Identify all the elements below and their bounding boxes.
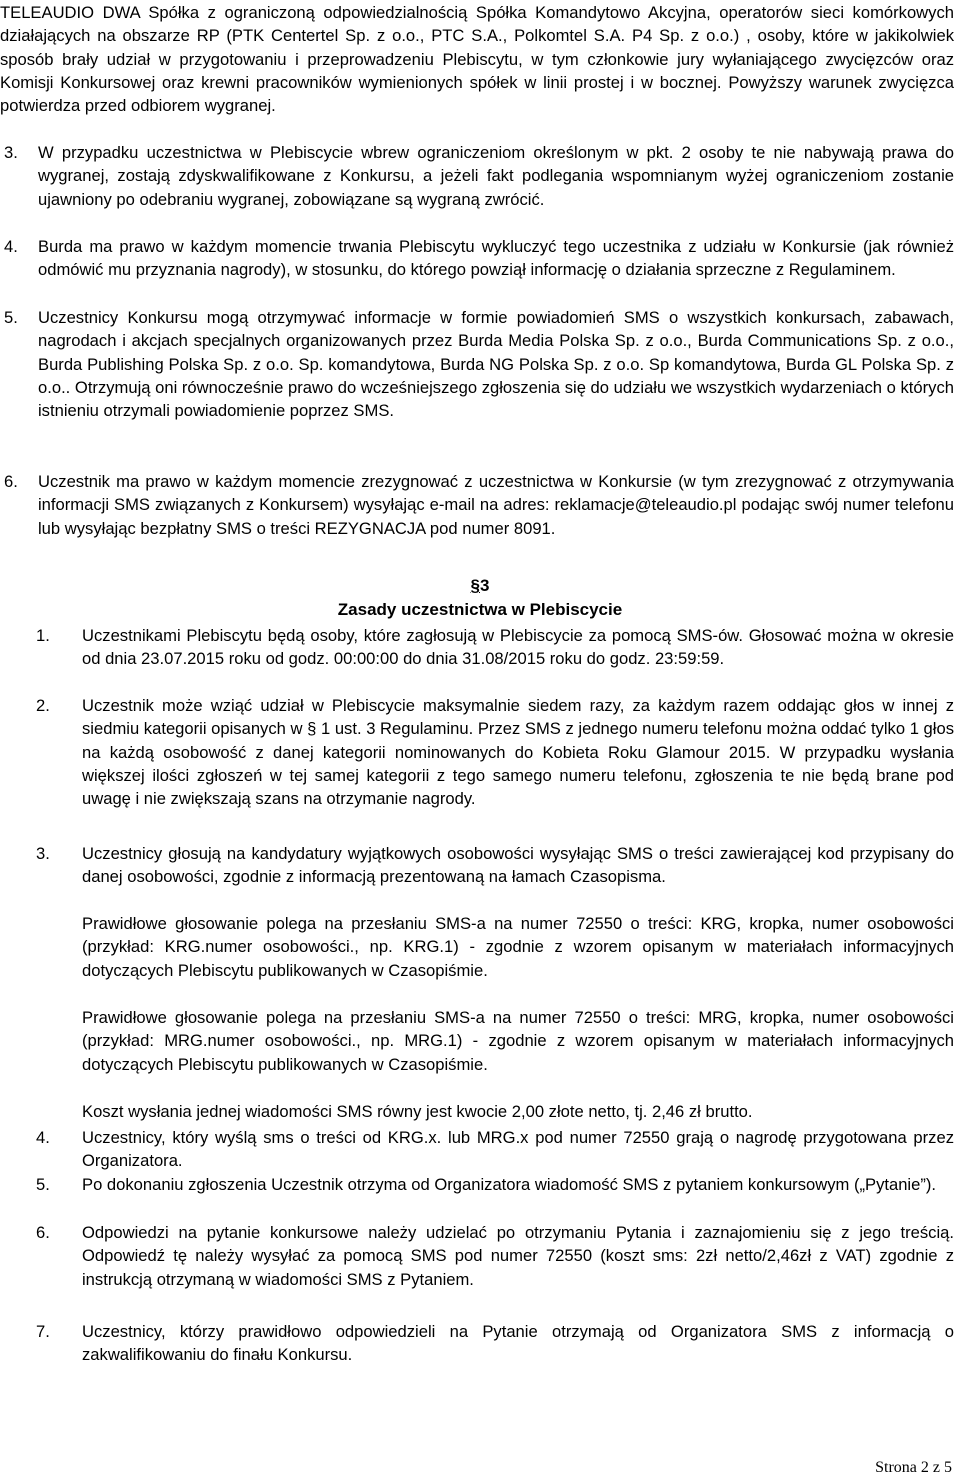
paragraph: Koszt wysłania jednej wiadomości SMS równy jest kwocie 2,00 złote netto, tj. 2,46 zł brutto. [82, 1102, 753, 1121]
item-text: Uczestnikami Plebiscytu będą osoby, które zagłosują w Plebiscycie za pomocą SMS-ów. Głosować można w okresie od dnia 23.07.2015 roku od godz. 00:00:00 do dnia 31.08/2015 roku do godz. 23:59:59. [82, 626, 954, 669]
list-item [0, 694, 954, 810]
item-text: Uczestnicy Konkursu mogą otrzymywać informacje w formie powiadomień SMS o wszystkich konkursach, zabawach, nagrodach i akcjach specjalnych organizowanych przez Burda Media Polska Sp. z o.o., Burda Communications Sp. z o.o., Burda Publishing Polska Sp. z o.o. Sp. komandytowa, Burda NG Polska Sp. z o.o. Sp komandytowa, Burda GL Polska Sp. z o.o.. Otrzymują oni równocześnie prawo do wcześniejszego zgłoszenia się do udziału we wszystkich wydarzeniach o których istnieniu otrzymali powiadomienie poprzez SMS. [38, 308, 954, 421]
item-text: Uczestnik może wziąć udział w Plebiscycie maksymalnie siedem razy, za każdym razem oddając głos w innej z siedmiu kategorii opisanych w § 1 ust. 3 Regulaminu. Przez SMS z jednego numeru telefonu można oddać tylko 1 głos na każdą osobowość z danej kategorii nominowanych do Kobieta Roku Glamour 2015. W przypadku wysłania większej ilości zgłoszeń w tej samej kategorii z tego samego numeru telefonu, zgłoszenia te nie będą brane pod uwagę i nie zwiększają szans na otrzymanie nagrody. [82, 696, 954, 809]
list-item [0, 842, 954, 889]
list-item [0, 141, 954, 211]
item-text: Po dokonaniu zgłoszenia Uczestnik otrzyma od Organizatora wiadomość SMS z pytaniem konkursowym („Pytanie”). [82, 1175, 937, 1194]
item-number: 2. [36, 696, 50, 715]
item-number: 5. [36, 1175, 50, 1194]
item-number: 5. [4, 308, 18, 327]
list-item [0, 235, 954, 282]
item-text: Uczestnicy, którzy prawidłowo odpowiedzieli na Pytanie otrzymają od Organizatora SMS z informacją o zakwalifikowaniu do finału Konkursu. [82, 1322, 954, 1365]
list-item [0, 306, 954, 422]
item-text: Uczestnicy, który wyślą sms o treści od KRG.x. lub MRG.x pod numer 72550 grają o nagrodę przygotowana przez Organizatora. [82, 1128, 954, 1171]
section-title: Zasady uczestnictwa w Plebiscycie [337, 600, 623, 619]
list-item [0, 1126, 954, 1173]
item-number: 3. [36, 844, 50, 863]
page-number: Strona 2 z 5 [875, 1459, 952, 1476]
list-item [0, 1320, 954, 1367]
list-item [0, 1173, 954, 1196]
list-item [0, 624, 954, 671]
section-heading [0, 574, 960, 622]
section-symbol: § [470, 576, 480, 595]
item-text: W przypadku uczestnictwa w Plebiscycie wbrew ograniczeniom określonym w pkt. 2 osoby te nie nabywają prawa do wygranej, zostają zdyskwalifikowane z Konkursu, a jeżeli fakt podlegania wspomnianym wyżej ograniczeniom zostanie ujawniony po odebraniu wygranej, zobowiązane są wygraną zwrócić. [38, 143, 954, 209]
paragraph: Prawidłowe głosowanie polega na przesłaniu SMS-a na numer 72550 o treści: KRG, kropka, numer osobowości (przykład: KRG.numer osobowości., np. KRG.1) - zgodnie z wzorem opisanym w materiałach informacyjnych dotyczących Plebiscytu publikowanych w Czasopiśmie. [82, 914, 954, 980]
item-number: 4. [4, 237, 18, 256]
paragraph: Prawidłowe głosowanie polega na przesłaniu SMS-a na numer 72550 o treści: MRG, kropka, numer osobowości (przykład: MRG.numer osobowości., np. MRG.1) - zgodnie z wzorem opisanym w materiałach informacyjnych dotyczących Plebiscytu publikowanych w Czasopiśmie. [82, 1008, 954, 1074]
item-number: 1. [36, 626, 50, 645]
item-number: 7. [36, 1322, 50, 1341]
item-number: 6. [4, 472, 18, 491]
item-text: Burda ma prawo w każdym momencie trwania Plebiscytu wykluczyć tego uczestnika z udziału w Konkursie (jak również odmówić mu przyznania nagrody), w stosunku, do którego powziął informację o działania sprzeczne z Regulaminem. [38, 237, 954, 280]
section-number: 3 [480, 576, 490, 595]
item-number: 6. [36, 1223, 50, 1242]
intro-paragraph [0, 1, 954, 117]
item-number: 3. [4, 143, 18, 162]
item-text: Uczestnik ma prawo w każdym momencie zrezygnować z uczestnictwa w Konkursie (w tym zrezygnować z otrzymywania informacji SMS związanych z Konkursem) wysyłając e-mail na adres: reklamacje@teleaudio.pl podając swój numer telefonu lub wysyłając bezpłatny SMS o treści REZYGNACJA pod numer 8091. [38, 472, 954, 538]
list-item [0, 1221, 954, 1291]
list-item [0, 470, 954, 540]
item-text: Odpowiedzi na pytanie konkursowe należy udzielać po otrzymaniu Pytania i zaznajomieniu się z jego treścią. Odpowiedź tę należy wysyłać za pomocą SMS pod numer 72550 (koszt sms: 2zł netto/2,46zł z VAT) zgodnie z instrukcją otrzymaną w wiadomości SMS z Pytaniem. [82, 1223, 954, 1289]
intro-text: TELEAUDIO DWA Spółka z ograniczoną odpowiedzialnością Spółka Komandytowo Akcyjna, operatorów sieci komórkowych działających na obszarze RP (PTK Centertel Sp. z o.o., PTC S.A., Polkomtel S.A. P4 Sp. z o.o.) , osoby, które w jakikolwiek sposób brały udział w przygotowaniu i przeprowadzeniu Plebiscytu, w tym członkowie jury wyłaniającego zwycięzców oraz Komisji Konkursowej oraz krewni pracowników wymienionych spółek w linii prostej i w bocznej. Powyższy warunek zwycięzca potwierdza przed odbiorem wygranej. [0, 3, 954, 116]
item-number: 4. [36, 1128, 50, 1147]
item-text: Uczestnicy głosują na kandydatury wyjątkowych osobowości wysyłając SMS o treści zawierającej kod przypisany do danej osobowości, zgodnie z informacją prezentowaną na łamach Czasopisma. [82, 844, 954, 887]
